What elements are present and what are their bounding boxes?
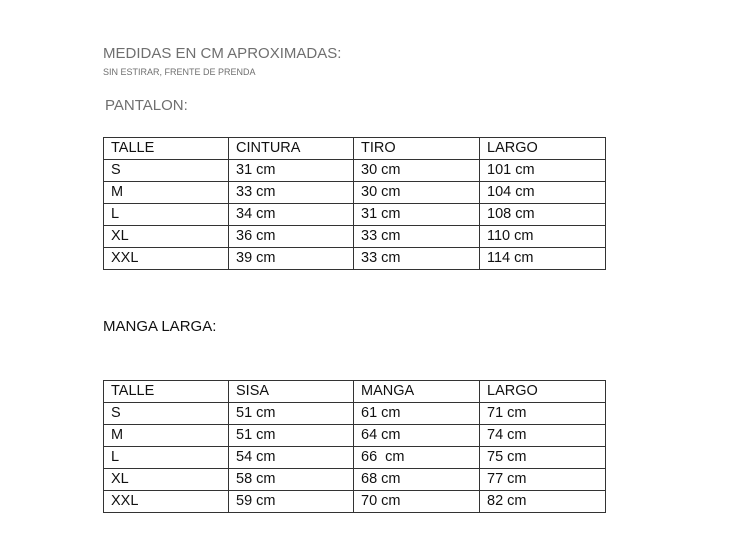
document-heading: MEDIDAS EN CM APROXIMADAS: bbox=[103, 45, 342, 62]
table-cell: 70 cm bbox=[354, 491, 480, 513]
table-header-row bbox=[104, 138, 606, 160]
table-cell: 64 cm bbox=[354, 425, 480, 447]
table-cell: 66 cm bbox=[354, 447, 480, 469]
table-row bbox=[104, 403, 606, 425]
table-cell: 31 cm bbox=[354, 204, 480, 226]
column-header: SISA bbox=[229, 381, 354, 403]
table-row bbox=[104, 447, 606, 469]
column-header: LARGO bbox=[480, 381, 606, 403]
table-row bbox=[104, 469, 606, 491]
table-cell: 30 cm bbox=[354, 182, 480, 204]
document-subheading: SIN ESTIRAR, FRENTE DE PRENDA bbox=[103, 67, 256, 77]
table-cell: S bbox=[104, 160, 229, 182]
table-cell: M bbox=[104, 425, 229, 447]
table-row bbox=[104, 204, 606, 226]
table-cell: 33 cm bbox=[229, 182, 354, 204]
table-cell: 33 cm bbox=[354, 226, 480, 248]
table-cell: 59 cm bbox=[229, 491, 354, 513]
column-header: TALLE bbox=[104, 138, 229, 160]
table-cell: 104 cm bbox=[480, 182, 606, 204]
table-cell: S bbox=[104, 403, 229, 425]
table-cell: XXL bbox=[104, 491, 229, 513]
table-cell: 114 cm bbox=[480, 248, 606, 270]
table-row bbox=[104, 491, 606, 513]
table-row bbox=[104, 248, 606, 270]
pantalon-size-table bbox=[103, 137, 606, 270]
table-cell: 51 cm bbox=[229, 425, 354, 447]
table-cell: 33 cm bbox=[354, 248, 480, 270]
manga-larga-size-table bbox=[103, 380, 606, 513]
table-cell: 54 cm bbox=[229, 447, 354, 469]
column-header: CINTURA bbox=[229, 138, 354, 160]
table-cell: 39 cm bbox=[229, 248, 354, 270]
column-header: LARGO bbox=[480, 138, 606, 160]
table-cell: 108 cm bbox=[480, 204, 606, 226]
table-cell: 82 cm bbox=[480, 491, 606, 513]
table-cell: XL bbox=[104, 226, 229, 248]
column-header: MANGA bbox=[354, 381, 480, 403]
table-row bbox=[104, 226, 606, 248]
table-cell: 58 cm bbox=[229, 469, 354, 491]
table-row bbox=[104, 425, 606, 447]
table-cell: M bbox=[104, 182, 229, 204]
table-row bbox=[104, 160, 606, 182]
table-cell: 30 cm bbox=[354, 160, 480, 182]
column-header: TALLE bbox=[104, 381, 229, 403]
table-cell: 36 cm bbox=[229, 226, 354, 248]
table-cell: 61 cm bbox=[354, 403, 480, 425]
table-cell: XXL bbox=[104, 248, 229, 270]
table-cell: 77 cm bbox=[480, 469, 606, 491]
table-cell: 71 cm bbox=[480, 403, 606, 425]
table-cell: L bbox=[104, 204, 229, 226]
column-header: TIRO bbox=[354, 138, 480, 160]
table-cell: 101 cm bbox=[480, 160, 606, 182]
table-cell: 68 cm bbox=[354, 469, 480, 491]
table-cell: 34 cm bbox=[229, 204, 354, 226]
table-cell: 51 cm bbox=[229, 403, 354, 425]
table-cell: XL bbox=[104, 469, 229, 491]
manga-larga-section-label: MANGA LARGA: bbox=[103, 318, 217, 335]
table-cell: 74 cm bbox=[480, 425, 606, 447]
table-cell: 110 cm bbox=[480, 226, 606, 248]
pantalon-section-label: PANTALON: bbox=[105, 97, 188, 114]
table-header-row bbox=[104, 381, 606, 403]
table-cell: 31 cm bbox=[229, 160, 354, 182]
table-cell: L bbox=[104, 447, 229, 469]
table-row bbox=[104, 182, 606, 204]
table-cell: 75 cm bbox=[480, 447, 606, 469]
